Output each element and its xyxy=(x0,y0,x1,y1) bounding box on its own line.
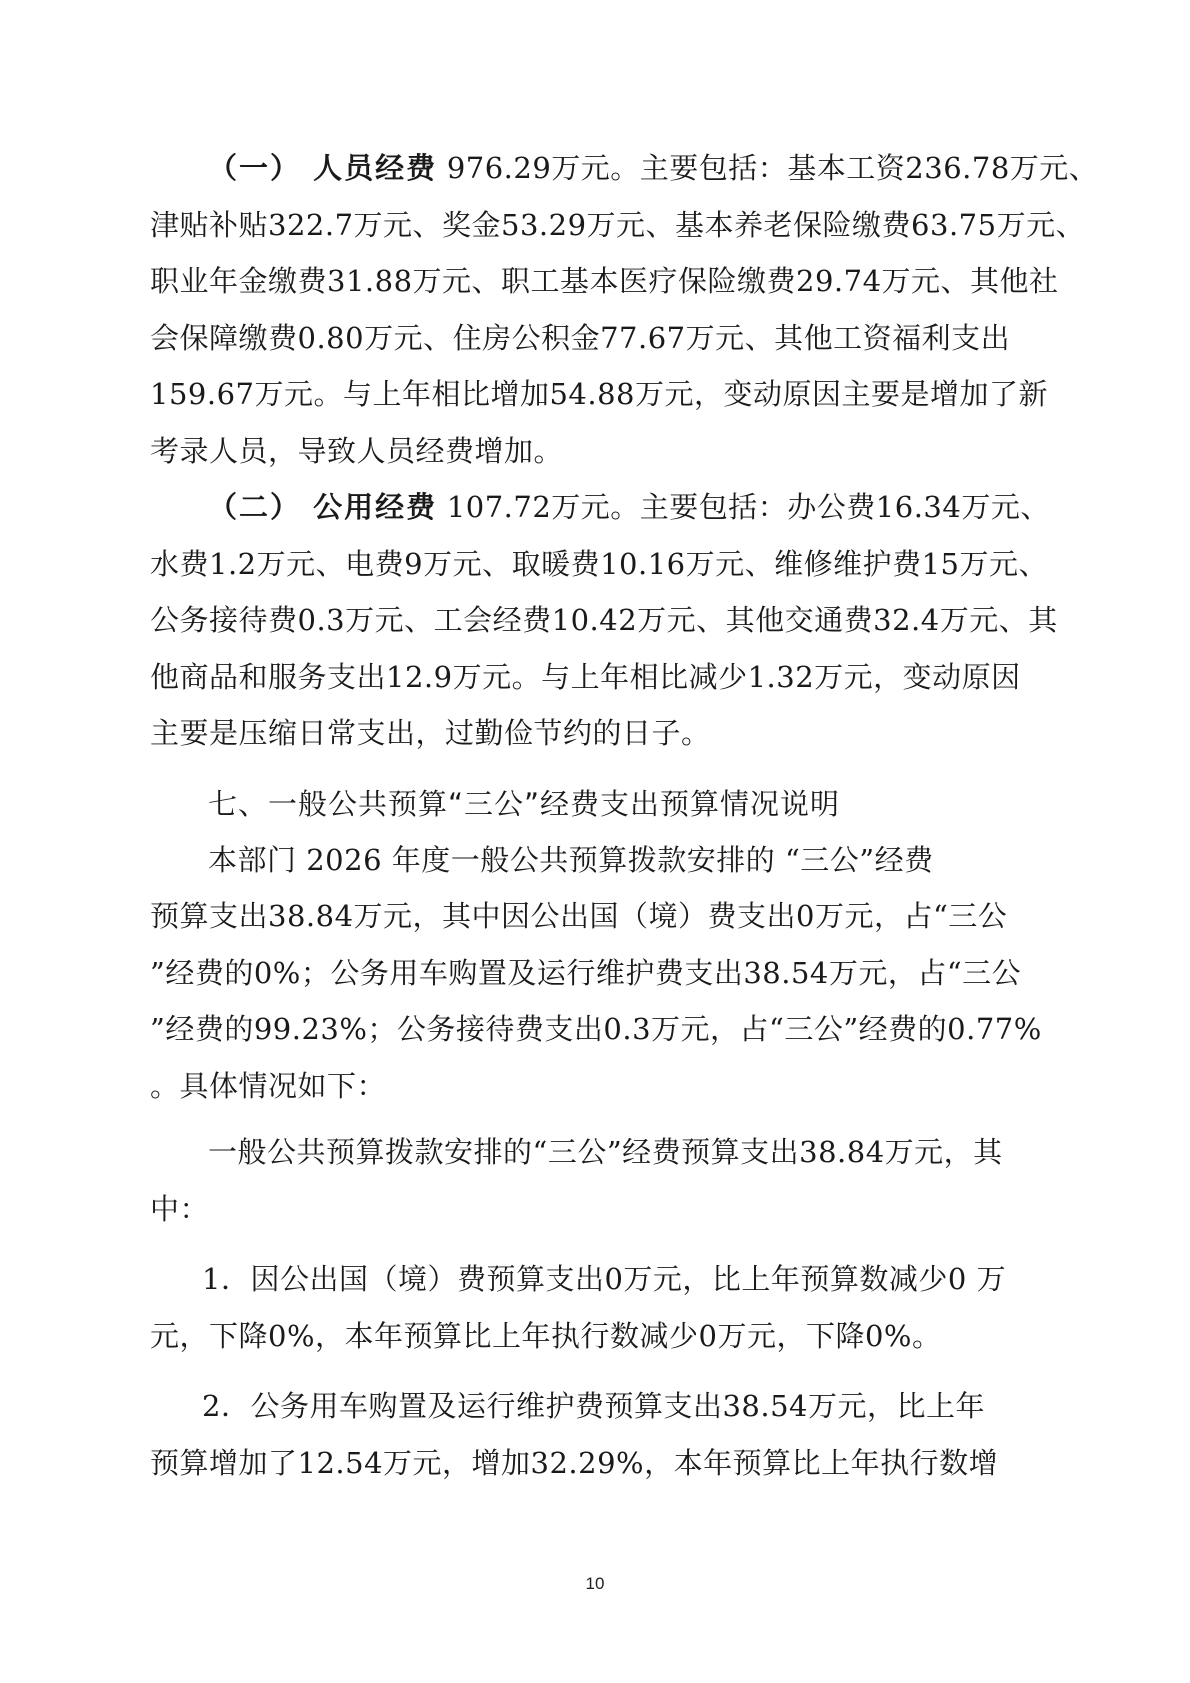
text-line: 预算增加了12.54万元，增加32.29%，本年预算比上年执行数增 xyxy=(150,1445,999,1480)
item-one-paragraph xyxy=(150,1251,1070,1364)
text-line: 考录人员，导致人员经费增加。 xyxy=(150,433,564,468)
text-line: 公务接待费0.3万元、工会经费10.42万元、其他交通费32.4万元、其 xyxy=(150,603,1058,637)
text-line: 元，下降0%，本年预算比上年执行数减少0万元，下降0%。 xyxy=(150,1318,942,1353)
section-seven-heading: 七、一般公共预算“三公”经费支出预算情况说明 xyxy=(208,786,841,821)
text-line: （二） 公用经费 107.72万元。主要包括：办公费16.34万元、 xyxy=(208,490,1050,524)
text-line: 。具体情况如下： xyxy=(150,1068,387,1103)
page-number: 10 xyxy=(585,1574,605,1593)
text-line: 他商品和服务支出12.9万元。与上年相比减少1.32万元，变动原因 xyxy=(150,659,1021,694)
text-line: 会保障缴费0.80万元、住房公积金77.67万元、其他工资福利支出 xyxy=(150,320,1011,355)
item-two-paragraph xyxy=(150,1378,1070,1491)
text-line: （一） 人员经费 976.29万元。主要包括：基本工资236.78万元、 xyxy=(208,151,1099,185)
text-line: 职业年金缴费31.88万元、职工基本医疗保险缴费29.74万元、其他社 xyxy=(150,264,1059,298)
public-expense-paragraph xyxy=(150,479,1070,762)
text-line: 1．因公出国（境）费预算支出0万元，比上年预算数减少0 万 xyxy=(202,1262,1007,1296)
text-line: ”经费的0%；公务用车购置及运行维护费支出38.54万元，占“三公 xyxy=(150,955,1022,990)
text-line: 2．公务用车购置及运行维护费预算支出38.54万元，比上年 xyxy=(202,1389,985,1423)
three-public-intro-paragraph xyxy=(150,832,1070,1115)
text-line: 中： xyxy=(150,1191,210,1226)
text-line: 主要是压缩日常支出，过勤俭节约的日子。 xyxy=(150,716,711,750)
text-line: 水费1.2万元、电费9万元、取暖费10.16万元、维修维护费15万元、 xyxy=(150,546,1048,581)
text-line: 预算支出38.84万元，其中因公出国（境）费支出0万元，占“三公 xyxy=(150,899,1008,933)
three-public-total-paragraph xyxy=(150,1124,1070,1237)
personnel-expense-paragraph xyxy=(150,140,1099,479)
text-line: 一般公共预算拨款安排的“三公”经费预算支出38.84万元，其 xyxy=(208,1135,1003,1169)
text-line: 159.67万元。与上年相比增加54.88万元，变动原因主要是增加了新 xyxy=(150,377,1048,411)
text-line: 本部门 2026 年度一般公共预算拨款安排的 “三公”经费 xyxy=(208,842,934,877)
text-line: ”经费的99.23%；公务接待费支出0.3万元，占“三公”经费的0.77% xyxy=(150,1012,1042,1046)
document-body xyxy=(150,140,1099,1491)
personnel-expense-heading: （一） 人员经费 xyxy=(208,151,438,185)
public-expense-heading: （二） 公用经费 xyxy=(208,490,438,524)
text-line: 津贴补贴322.7万元、奖金53.29万元、基本养老保险缴费63.75万元、 xyxy=(150,207,1086,242)
